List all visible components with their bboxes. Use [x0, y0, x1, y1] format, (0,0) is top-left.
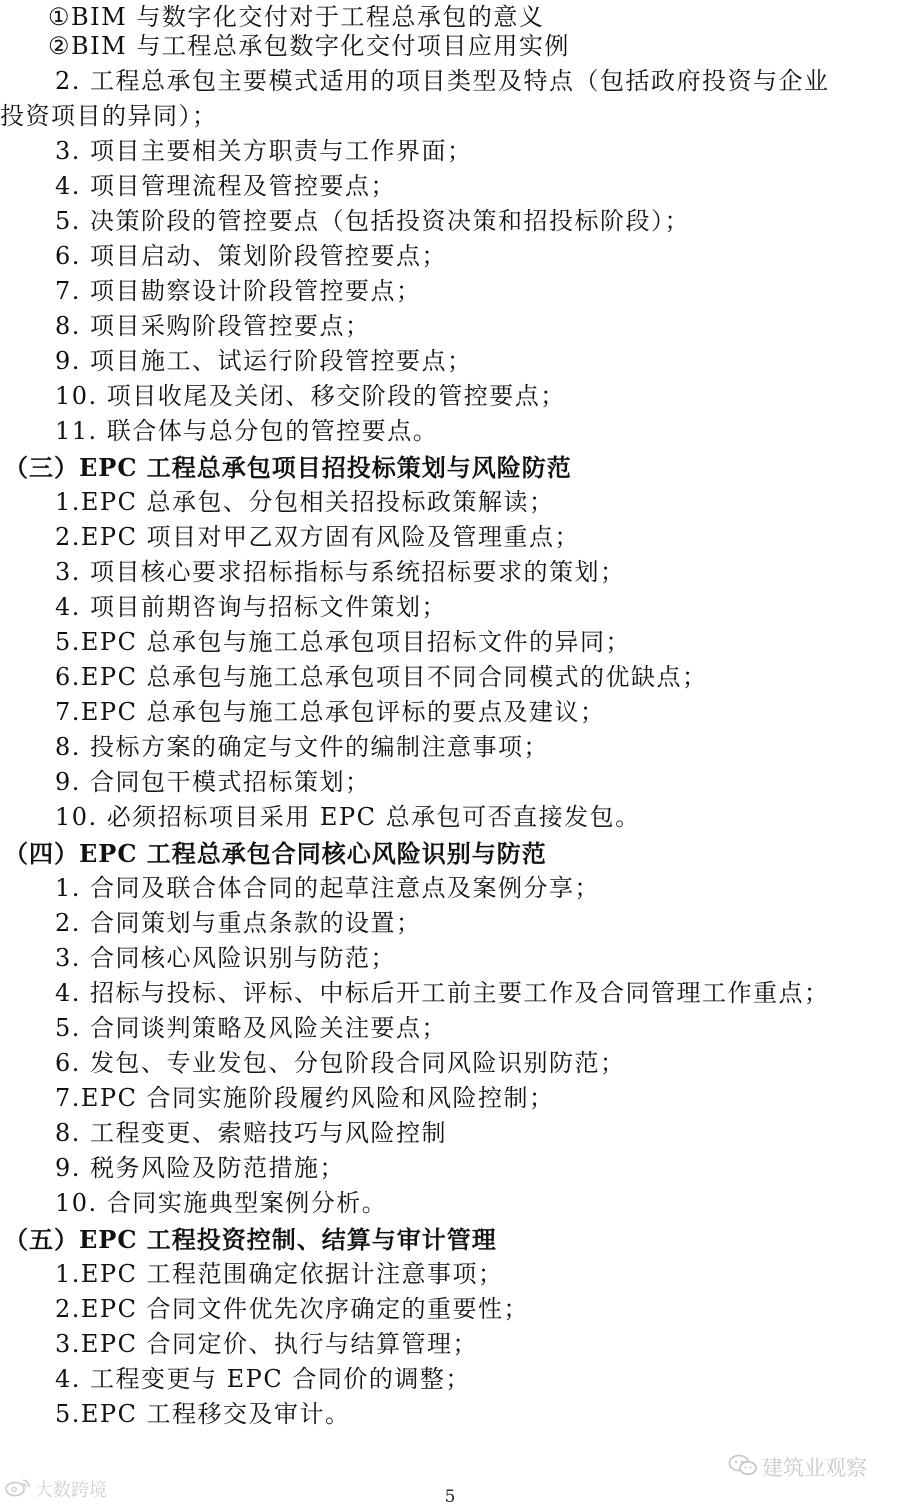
- list-item: 10. 项目收尾及关闭、移交阶段的管控要点；: [55, 382, 566, 410]
- list-item: 3. 项目核心要求招标指标与系统招标要求的策划；: [55, 558, 626, 586]
- list-item: 3. 合同核心风险识别与防范；: [55, 944, 397, 972]
- section-heading-5: （五）EPC 工程投资控制、结算与审计管理: [4, 1225, 497, 1254]
- sub-item-bim-significance: ①BIM 与数字化交付对于工程总承包的意义: [48, 3, 545, 31]
- list-item: 2.EPC 合同文件优先次序确定的重要性；: [55, 1295, 530, 1323]
- list-item: 2.EPC 项目对甲乙双方固有风险及管理重点；: [55, 523, 581, 551]
- list-item: 6. 项目启动、策划阶段管控要点；: [55, 242, 448, 270]
- list-item: 8. 投标方案的确定与文件的编制注意事项；: [55, 733, 550, 761]
- list-item: 11. 联合体与总分包的管控要点。: [55, 417, 439, 445]
- list-item: 5.EPC 工程移交及审计。: [55, 1400, 351, 1428]
- watermark-text: 大数跨境: [35, 1480, 107, 1501]
- list-item: 1. 合同及联合体合同的起草注意点及案例分享；: [55, 874, 601, 902]
- list-item-continuation: 投资项目的异同）；: [0, 102, 218, 130]
- list-item: 7.EPC 合同实施阶段履约风险和风险控制；: [55, 1084, 555, 1112]
- list-item: 2. 工程总承包主要模式适用的项目类型及特点（包括政府投资与企业: [55, 67, 830, 95]
- list-item: 4. 招标与投标、评标、中标后开工前主要工作及合同管理工作重点；: [55, 979, 830, 1007]
- list-item: 6.EPC 总承包与施工总承包项目不同合同模式的优缺点；: [55, 663, 708, 691]
- list-item: 7. 项目勘察设计阶段管控要点；: [55, 277, 422, 305]
- watermark-text: 建筑业观察: [762, 1456, 867, 1480]
- section-heading-3: （三）EPC 工程总承包项目招投标策划与风险防范: [4, 453, 572, 482]
- list-item: 8. 项目采购阶段管控要点；: [55, 312, 371, 340]
- list-item: 3. 项目主要相关方职责与工作界面；: [55, 137, 473, 165]
- list-item: 9. 税务风险及防范措施；: [55, 1154, 346, 1182]
- list-item: 1.EPC 总承包、分包相关招投标政策解读；: [55, 488, 555, 516]
- list-item: 8. 工程变更、索赔技巧与风险控制: [55, 1119, 448, 1147]
- list-item: 2. 合同策划与重点条款的设置；: [55, 909, 422, 937]
- list-item: 6. 发包、专业发包、分包阶段合同风险识别防范；: [55, 1049, 626, 1077]
- wechat-icon: [728, 1453, 758, 1482]
- list-item: 4. 项目前期咨询与招标文件策划；: [55, 593, 448, 621]
- list-item: 7.EPC 总承包与施工总承包评标的要点及建议；: [55, 698, 606, 726]
- list-item: 4. 项目管理流程及管控要点；: [55, 172, 397, 200]
- list-item: 10. 必须招标项目采用 EPC 总承包可否直接发包。: [55, 803, 641, 831]
- list-item: 9. 项目施工、试运行阶段管控要点；: [55, 347, 473, 375]
- watermark-wechat-account: [728, 1452, 867, 1482]
- section-heading-4: （四）EPC 工程总承包合同核心风险识别与防范: [4, 839, 547, 868]
- list-item: 5. 决策阶段的管控要点（包括投资决策和招投标阶段）；: [55, 207, 691, 235]
- page-number: 5: [444, 1487, 456, 1507]
- sub-item-bim-examples: ②BIM 与工程总承包数字化交付项目应用实例: [48, 32, 570, 60]
- list-item: 4. 工程变更与 EPC 合同价的调整；: [55, 1365, 471, 1393]
- list-item: 5. 合同谈判策略及风险关注要点；: [55, 1014, 448, 1042]
- list-item: 5.EPC 总承包与施工总承包项目招标文件的异同；: [55, 628, 632, 656]
- list-item: 3.EPC 合同定价、执行与结算管理；: [55, 1330, 479, 1358]
- list-item: 1.EPC 工程范围确定依据计注意事项；: [55, 1260, 504, 1288]
- list-item: 10. 合同实施典型案例分析。: [55, 1189, 388, 1217]
- list-item: 9. 合同包干模式招标策划；: [55, 768, 371, 796]
